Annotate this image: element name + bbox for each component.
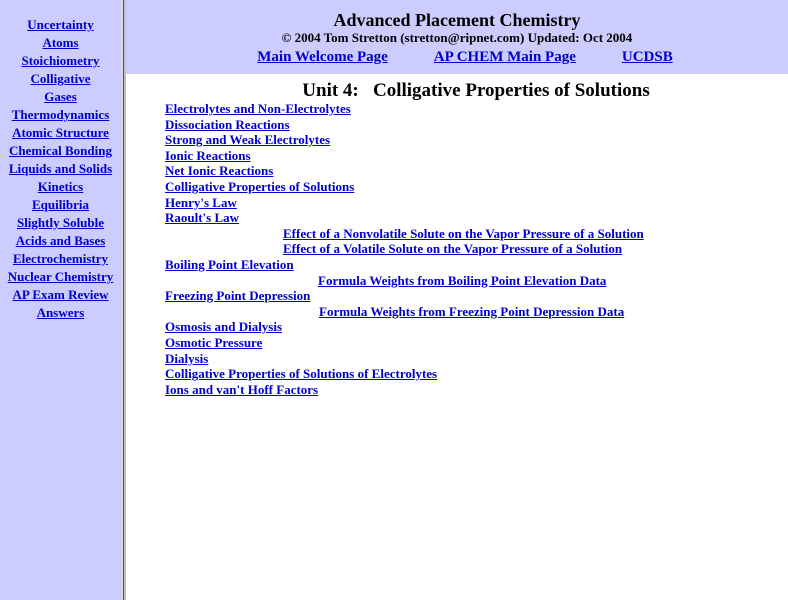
topic-item [165,132,765,148]
topic-item [165,101,765,117]
main-welcome-page-link[interactable]: Main Welcome Page [257,49,388,65]
topic-item [165,335,765,351]
topic-link[interactable]: Dissociation Reactions [165,116,290,132]
main-content [126,74,788,397]
topic-link[interactable]: Colligative Properties of Solutions [165,178,355,194]
sidebar-link[interactable]: Electrochemistry [12,251,109,266]
topic-link[interactable]: Formula Weights from Boiling Point Elevation Data [318,272,607,288]
sidebar-link[interactable]: AP Exam Review [12,287,109,302]
site-title: Advanced Placement Chemistry [333,10,581,30]
topic-item [165,148,765,164]
topic-link[interactable]: Osmosis and Dialysis [165,319,283,335]
sidebar-link[interactable]: Colligative [30,71,91,86]
sidebar-item [0,304,121,322]
topic-link[interactable]: Boiling Point Elevation [165,256,294,272]
sidebar-link[interactable]: Acids and Bases [15,233,106,248]
sidebar-link[interactable]: Answers [36,305,85,320]
topic-link[interactable]: Ions and van't Hoff Factors [165,381,319,397]
header [126,0,788,74]
topic-item [165,241,765,257]
topic-item [165,226,765,242]
topic-item [165,195,765,211]
sidebar-link[interactable]: Stoichiometry [21,53,100,68]
sidebar-item [0,34,121,52]
sidebar-item [0,160,121,178]
topic-item [165,319,765,335]
topic-link[interactable]: Dialysis [165,350,209,366]
sidebar-link[interactable]: Uncertainty [27,17,94,32]
topic-item [165,351,765,367]
topic-link[interactable]: Freezing Point Depression [165,288,311,304]
sidebar-item [0,16,121,34]
sidebar-item [0,88,121,106]
sidebar-item [0,52,121,70]
sidebar-item [0,142,121,160]
topic-list [165,101,765,397]
topic-link[interactable]: Formula Weights from Freezing Point Depression Data [319,303,625,319]
sidebar-item [0,70,121,88]
sidebar-link[interactable]: Atomic Structure [12,125,109,140]
topic-item [165,179,765,195]
sidebar-item [0,268,121,286]
topic-link[interactable]: Ionic Reactions [165,147,251,163]
topic-link[interactable]: Electrolytes and Non-Electrolytes [165,101,351,116]
sidebar-link[interactable]: Slightly Soluble [16,215,105,230]
topic-link[interactable]: Effect of a Nonvolatile Solute on the Vapor Pressure of a Solution [283,225,644,241]
topic-item [165,273,765,289]
sidebar-link[interactable]: Kinetics [37,179,84,194]
topic-item [165,366,765,382]
sidebar-item [0,106,121,124]
topic-link[interactable]: Raoult's Law [165,210,240,226]
topic-link[interactable]: Osmotic Pressure [165,334,263,350]
topic-item [165,382,765,398]
top-nav [142,49,788,66]
sidebar-item [0,214,121,232]
topic-link[interactable]: Effect of a Volatile Solute on the Vapor Pressure of a Solution [283,241,623,257]
sidebar-link[interactable]: Equilibria [31,197,90,212]
topic-item [165,304,765,320]
ap-chem-main-page-link[interactable]: AP CHEM Main Page [433,49,576,65]
sidebar-item [0,124,121,142]
sidebar-item [0,286,121,304]
sidebar-link[interactable]: Nuclear Chemistry [7,269,114,284]
sidebar-frame [0,0,121,600]
sidebar-link[interactable]: Gases [44,89,77,104]
sidebar-nav [0,0,121,322]
ucdsb-link[interactable]: UCDSB [621,49,673,65]
sidebar-item [0,178,121,196]
sidebar-item [0,232,121,250]
topic-link[interactable]: Colligative Properties of Solutions of Electrolytes [165,366,438,382]
sidebar-link[interactable]: Chemical Bonding [9,143,112,158]
topic-link[interactable]: Henry's Law [165,194,237,210]
page-title: Unit 4: Colligative Properties of Solutions [302,80,650,101]
topic-item [165,210,765,226]
topic-item [165,257,765,273]
sidebar-item [0,196,121,214]
topic-item [165,288,765,304]
sidebar-item [0,250,121,268]
copyright-line: © 2004 Tom Stretton (stretton@ripnet.com) Updated: Oct 2004 [281,30,633,45]
sidebar-link[interactable]: Atoms [42,35,79,50]
topic-item [165,163,765,179]
topic-item [165,117,765,133]
sidebar-link[interactable]: Thermodynamics [11,107,110,122]
topic-link[interactable]: Strong and Weak Electrolytes [165,132,331,148]
sidebar-link[interactable]: Liquids and Solids [8,161,113,176]
topic-link[interactable]: Net Ionic Reactions [165,163,274,179]
